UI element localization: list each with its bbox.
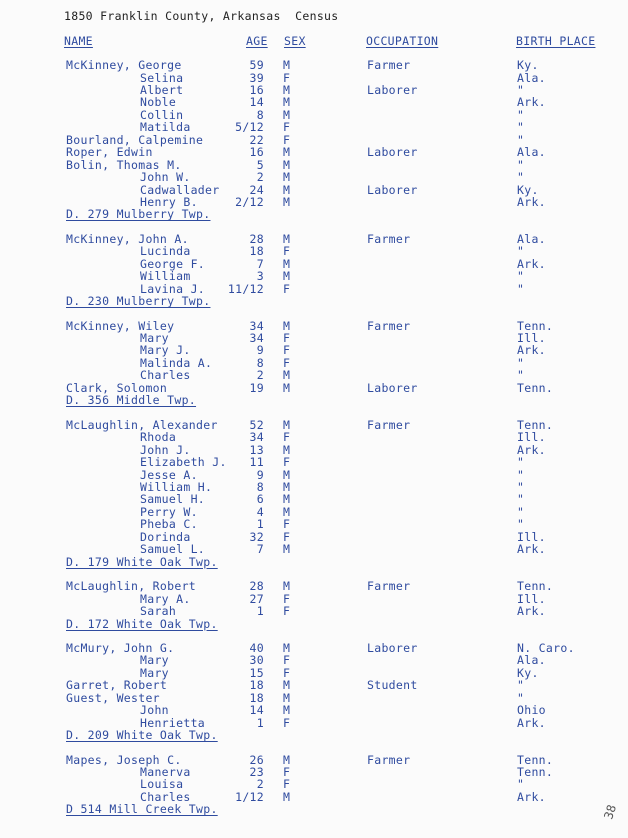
person-age: 40 [249, 640, 264, 655]
person-birth-place: Tenn. [517, 752, 554, 767]
person-name: William H. [140, 479, 213, 494]
person-name: McKinney, John A. [66, 231, 189, 246]
person-name: Guest, Wester [66, 690, 160, 705]
person-sex: M [283, 752, 291, 767]
person-birth-place: " [517, 269, 525, 284]
person-sex: F [283, 455, 291, 469]
person-sex: F [283, 777, 291, 792]
person-age: 1/12 [235, 789, 264, 804]
person-age: 28 [249, 579, 264, 594]
person-occupation: Farmer [367, 417, 411, 432]
person-age: 8 [256, 107, 264, 122]
person-name: Garret, Robert [66, 678, 168, 693]
person-age: 18 [249, 244, 264, 259]
page-title: 1850 Franklin County, Arkansas Census [64, 9, 339, 23]
person-name: Mary [140, 665, 169, 680]
person-name: Malinda A. [140, 355, 213, 370]
person-sex: F [283, 120, 291, 135]
person-name: Charles [140, 368, 191, 383]
person-sex: M [283, 157, 291, 172]
person-name: Samuel L. [140, 542, 206, 557]
person-birth-place: " [517, 777, 525, 792]
person-sex: M [283, 579, 291, 594]
person-name: Mary [140, 653, 169, 668]
header-birth-place: BIRTH PLACE [516, 34, 596, 48]
person-sex: M [283, 492, 291, 507]
person-sex: F [283, 331, 291, 345]
person-name: John W. [140, 170, 191, 184]
person-name: Matilda [140, 120, 191, 135]
person-birth-place: Ark. [517, 442, 546, 457]
person-birth-place: " [517, 504, 525, 519]
person-name: McMury, John G. [66, 640, 175, 655]
person-sex: M [283, 479, 291, 494]
person-birth-place: Ark. [517, 256, 546, 271]
dwelling-label: D. 172 White Oak Twp. [66, 616, 218, 631]
person-occupation: Farmer [367, 579, 411, 594]
person-birth-place: " [517, 517, 525, 532]
person-sex: F [283, 70, 291, 85]
person-age: 28 [249, 231, 264, 246]
person-occupation: Student [367, 678, 418, 693]
person-age: 8 [256, 355, 264, 370]
person-sex: M [283, 318, 291, 333]
person-age: 1 [256, 604, 264, 618]
person-birth-place: " [517, 170, 525, 184]
person-birth-place: Ala. [517, 70, 546, 85]
person-name: Collin [140, 107, 184, 122]
person-age: 5 [256, 157, 264, 172]
person-name: Samuel H. [140, 492, 206, 507]
person-age: 16 [249, 145, 264, 160]
header-age: AGE [246, 34, 268, 48]
person-name: Dorinda [140, 529, 191, 544]
person-birth-place: " [517, 355, 525, 370]
person-birth-place: Ill. [517, 591, 546, 606]
header-occupation: OCCUPATION [366, 34, 439, 48]
person-birth-place: Ala. [517, 653, 546, 668]
person-birth-place: Ark. [517, 343, 546, 358]
person-age: 24 [249, 182, 264, 197]
person-birth-place: " [517, 467, 525, 482]
person-sex: M [283, 170, 291, 184]
person-birth-place: Ark. [517, 95, 546, 110]
person-age: 52 [249, 417, 264, 432]
person-sex: M [283, 58, 291, 72]
person-name: John [140, 703, 169, 718]
person-sex: F [283, 132, 291, 147]
person-age: 59 [249, 58, 264, 72]
person-occupation: Farmer [367, 231, 411, 246]
person-name: Jesse A. [140, 467, 198, 482]
person-birth-place: Ala. [517, 145, 546, 160]
person-age: 3 [256, 269, 264, 284]
person-sex: F [283, 665, 291, 680]
person-sex: M [283, 380, 291, 395]
person-name: Roper, Edwin [66, 145, 153, 160]
person-birth-place: " [517, 132, 525, 147]
person-sex: F [283, 591, 291, 606]
person-age: 2 [256, 170, 264, 184]
person-sex: F [283, 529, 291, 544]
person-name: Elizabeth J. [140, 455, 227, 469]
person-birth-place: Ky. [517, 58, 539, 72]
person-birth-place: " [517, 368, 525, 383]
person-sex: M [283, 82, 291, 97]
person-birth-place: " [517, 479, 525, 494]
person-age: 7 [256, 542, 264, 557]
person-sex: M [283, 467, 291, 482]
person-birth-place: " [517, 244, 525, 259]
person-age: 6 [256, 492, 264, 507]
person-name: McKinney, George [66, 58, 182, 72]
person-birth-place: " [517, 690, 525, 705]
person-birth-place: " [517, 281, 525, 296]
person-sex: M [283, 194, 291, 209]
person-birth-place: " [517, 107, 525, 122]
person-name: Albert [140, 82, 184, 97]
person-birth-place: Ohio [517, 703, 546, 718]
person-occupation: Farmer [367, 318, 411, 333]
person-name: William [140, 269, 191, 284]
person-name: Lucinda [140, 244, 191, 259]
person-name: Bolin, Thomas M. [66, 157, 182, 172]
person-sex: F [283, 355, 291, 370]
person-name: John J. [140, 442, 191, 457]
person-sex: M [283, 231, 291, 246]
person-sex: M [283, 182, 291, 197]
person-birth-place: Ark. [517, 542, 546, 557]
person-sex: M [283, 690, 291, 705]
dwelling-label: D. 179 White Oak Twp. [66, 554, 218, 569]
person-sex: M [283, 269, 291, 284]
person-name: Noble [140, 95, 177, 110]
person-sex: M [283, 678, 291, 693]
person-name: Henry B. [140, 194, 198, 209]
person-sex: F [283, 765, 291, 779]
person-sex: M [283, 789, 291, 804]
person-sex: M [283, 542, 291, 557]
person-name: McLaughlin, Robert [66, 579, 197, 594]
person-sex: F [283, 517, 291, 532]
person-sex: M [283, 95, 291, 110]
person-age: 27 [249, 591, 264, 606]
person-age: 18 [249, 678, 264, 693]
person-sex: F [283, 430, 291, 445]
person-name: Mapes, Joseph C. [66, 752, 182, 767]
person-age: 14 [249, 95, 264, 110]
person-age: 9 [256, 343, 264, 358]
person-birth-place: Ala. [517, 231, 546, 246]
person-sex: F [283, 653, 291, 668]
person-sex: F [283, 715, 291, 730]
person-name: Cadwallader [140, 182, 220, 197]
person-age: 7 [256, 256, 264, 271]
dwelling-label: D. 356 Middle Twp. [66, 393, 197, 408]
person-birth-place: Ark. [517, 715, 546, 730]
person-sex: F [283, 281, 291, 296]
person-sex: M [283, 107, 291, 122]
person-sex: F [283, 244, 291, 259]
person-occupation: Laborer [367, 145, 418, 160]
person-age: 23 [249, 765, 264, 779]
person-age: 5/12 [235, 120, 264, 135]
person-age: 34 [249, 331, 264, 345]
person-age: 39 [249, 70, 264, 85]
person-birth-place: " [517, 455, 525, 469]
person-birth-place: Tenn. [517, 417, 554, 432]
person-birth-place: Ky. [517, 182, 539, 197]
person-birth-place: " [517, 120, 525, 135]
person-name: Sarah [140, 604, 177, 618]
person-birth-place: Ill. [517, 529, 546, 544]
person-birth-place: " [517, 82, 525, 97]
person-name: Bourland, Calpemine [66, 132, 204, 147]
person-birth-place: Tenn. [517, 318, 554, 333]
person-name: Manerva [140, 765, 191, 779]
person-sex: M [283, 417, 291, 432]
person-age: 32 [249, 529, 264, 544]
dwelling-label: D. 230 Mulberry Twp. [66, 294, 211, 309]
person-name: Clark, Solomon [66, 380, 168, 395]
person-birth-place: N. Caro. [517, 640, 575, 655]
person-age: 2 [256, 368, 264, 383]
person-age: 14 [249, 703, 264, 718]
page-number: 38 [601, 802, 620, 822]
person-birth-place: Ill. [517, 430, 546, 445]
person-name: McKinney, Wiley [66, 318, 175, 333]
dwelling-label: D 514 Mill Creek Twp. [66, 802, 218, 817]
person-age: 26 [249, 752, 264, 767]
person-sex: M [283, 640, 291, 655]
person-birth-place: Tenn. [517, 765, 554, 779]
person-age: 2/12 [235, 194, 264, 209]
person-name: Mary J. [140, 343, 191, 358]
person-birth-place: " [517, 157, 525, 172]
person-age: 15 [249, 665, 264, 680]
dwelling-label: D. 209 White Oak Twp. [66, 728, 218, 743]
person-name: Mary A. [140, 591, 191, 606]
person-name: Perry W. [140, 504, 198, 519]
person-birth-place: " [517, 492, 525, 507]
person-sex: M [283, 504, 291, 519]
person-sex: M [283, 703, 291, 718]
dwelling-label: D. 279 Mulberry Twp. [66, 207, 211, 222]
person-birth-place: Tenn. [517, 579, 554, 594]
person-sex: F [283, 343, 291, 358]
header-name: NAME [64, 34, 93, 48]
person-name: George F. [140, 256, 206, 271]
person-name: Rhoda [140, 430, 177, 445]
person-occupation: Farmer [367, 58, 411, 72]
person-age: 8 [256, 479, 264, 494]
person-sex: M [283, 256, 291, 271]
person-occupation: Farmer [367, 752, 411, 767]
person-birth-place: Ark. [517, 789, 546, 804]
person-age: 13 [249, 442, 264, 457]
person-birth-place: Ky. [517, 665, 539, 680]
person-age: 1 [256, 715, 264, 730]
person-age: 11/12 [227, 281, 264, 296]
person-age: 22 [249, 132, 264, 147]
person-age: 9 [256, 467, 264, 482]
person-age: 4 [256, 504, 264, 519]
person-age: 34 [249, 318, 264, 333]
person-age: 18 [249, 690, 264, 705]
person-name: Selina [140, 70, 184, 85]
person-birth-place: Tenn. [517, 380, 554, 395]
person-sex: F [283, 604, 291, 618]
person-birth-place: Ark. [517, 194, 546, 209]
person-name: McLaughlin, Alexander [66, 417, 218, 432]
person-age: 30 [249, 653, 264, 668]
person-age: 16 [249, 82, 264, 97]
header-sex: SEX [284, 34, 306, 48]
person-occupation: Laborer [367, 380, 418, 395]
person-sex: M [283, 368, 291, 383]
person-name: Lavina J. [140, 281, 206, 296]
person-sex: M [283, 442, 291, 457]
person-name: Louisa [140, 777, 184, 792]
person-age: 1 [256, 517, 264, 532]
person-name: Pheba C. [140, 517, 198, 532]
person-birth-place: " [517, 678, 525, 693]
person-age: 11 [249, 455, 264, 469]
person-occupation: Laborer [367, 640, 418, 655]
person-occupation: Laborer [367, 182, 418, 197]
person-occupation: Laborer [367, 82, 418, 97]
person-name: Mary [140, 331, 169, 345]
person-age: 2 [256, 777, 264, 792]
person-sex: M [283, 145, 291, 160]
person-birth-place: Ark. [517, 604, 546, 618]
person-name: Henrietta [140, 715, 206, 730]
person-age: 34 [249, 430, 264, 445]
person-age: 19 [249, 380, 264, 395]
person-name: Charles [140, 789, 191, 804]
person-birth-place: Ill. [517, 331, 546, 345]
